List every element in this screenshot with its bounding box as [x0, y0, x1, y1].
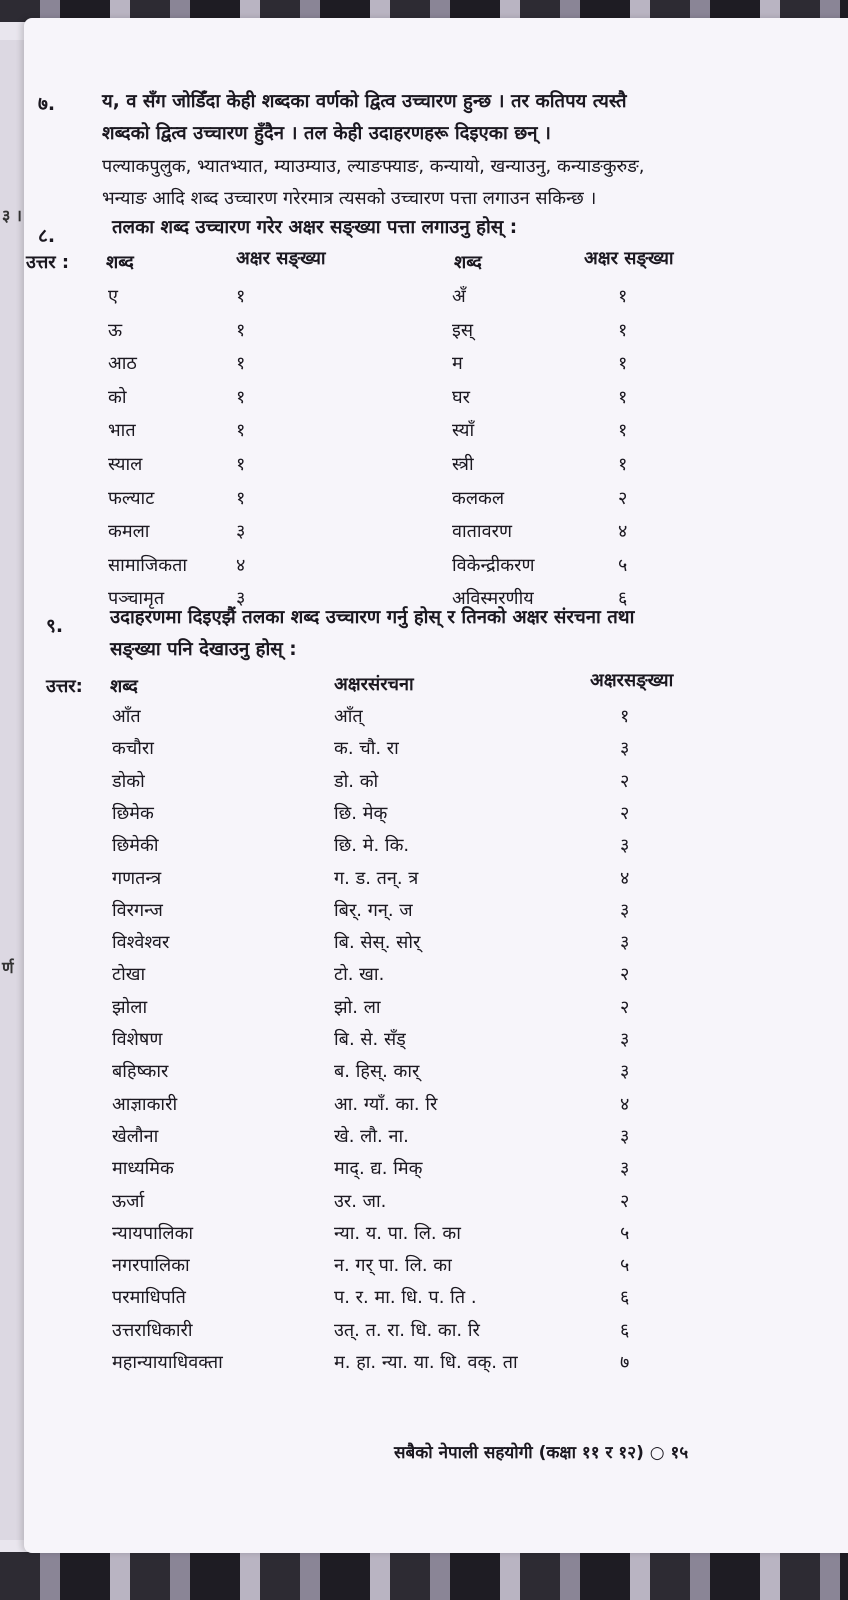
- table-cell: ४: [620, 1093, 630, 1115]
- table-cell: १: [236, 353, 246, 375]
- table-cell: झोला: [112, 996, 148, 1018]
- answer-label: उत्तर :: [26, 252, 70, 273]
- table-cell: सामाजिकता: [108, 554, 188, 576]
- table-header: शब्द: [454, 252, 482, 273]
- question-text: उदाहरणमा दिइएझैं तलका शब्द उच्चारण गर्नु होस् र तिनको अक्षर संरचना तथा: [110, 607, 635, 628]
- table-cell: परमाधिपति: [112, 1287, 186, 1309]
- table-cell: ५: [620, 1255, 630, 1277]
- question-text: सङ्ख्या पनि देखाउनु होस् :: [110, 639, 297, 660]
- table-cell: ग. ड. तन्. त्र: [334, 867, 419, 889]
- table-cell: नगरपालिका: [112, 1255, 190, 1277]
- table-cell: इस्: [452, 319, 474, 341]
- table-cell: १: [618, 420, 628, 442]
- table-cell: प. र. मा. धि. प. ति .: [334, 1287, 477, 1309]
- table-cell: विशेषण: [112, 1029, 163, 1050]
- table-cell: २: [620, 770, 630, 792]
- table-cell: ५: [618, 554, 628, 576]
- table-cell: टो. खा.: [334, 964, 385, 986]
- table-cell: ३: [620, 738, 630, 760]
- table-cell: ७: [620, 1352, 630, 1373]
- table-cell: डो. को: [334, 770, 379, 792]
- table-cell: ब. हिस्. कार्: [334, 1061, 420, 1083]
- adjacent-page-edge: [0, 40, 24, 1540]
- table-cell: उर. जा.: [334, 1190, 387, 1212]
- table-cell: ३: [620, 932, 630, 954]
- table-cell: विरगन्ज: [112, 899, 163, 921]
- table-cell: न. गर् पा. लि. का: [334, 1255, 452, 1277]
- table-header: शब्द: [106, 252, 134, 273]
- table-cell: भात: [108, 420, 136, 442]
- table-cell: स्याल: [108, 454, 143, 475]
- table-cell: माध्यमिक: [112, 1158, 174, 1180]
- table-cell: विश्वेश्वर: [112, 932, 170, 954]
- table-cell: १: [618, 386, 628, 408]
- question-number: ९.: [46, 615, 64, 637]
- table-cell: १: [236, 454, 246, 475]
- table-cell: स्याँ: [452, 420, 475, 442]
- table-cell: छि. मे. कि.: [334, 835, 410, 857]
- table-cell: उत्तराधिकारी: [112, 1319, 193, 1341]
- table-cell: वातावरण: [452, 521, 512, 543]
- table-cell: आठ: [108, 353, 137, 375]
- bottom-background-strip: [0, 1552, 848, 1600]
- table-cell: कलकल: [452, 487, 505, 509]
- table-cell: ऊर्जा: [112, 1190, 145, 1212]
- table-cell: घर: [452, 386, 470, 408]
- table-cell: उत्. त. रा. धि. का. रि: [334, 1319, 480, 1341]
- table-cell: १: [618, 454, 628, 475]
- table-cell: खे. लौ. ना.: [334, 1125, 409, 1147]
- question-number: ७.: [38, 93, 56, 115]
- table-cell: १: [618, 353, 628, 375]
- page-footer: सबैको नेपाली सहयोगी (कक्षा ११ र १२) ○ १५: [394, 1443, 689, 1463]
- table-cell: आँत्: [334, 706, 363, 727]
- table-cell: १: [236, 286, 246, 307]
- table-cell: ३: [236, 521, 246, 543]
- table-cell: ए: [108, 286, 118, 307]
- table-cell: न्या. य. पा. लि. का: [334, 1222, 461, 1244]
- table-cell: १: [236, 420, 246, 442]
- table-cell: झो. ला: [334, 996, 381, 1018]
- table-cell: ३: [620, 899, 630, 921]
- table-cell: स्त्री: [452, 454, 474, 475]
- table-cell: ५: [620, 1222, 630, 1244]
- table-cell: आज्ञाकारी: [112, 1093, 178, 1115]
- answer-label: उत्तर:: [46, 676, 83, 697]
- table-cell: २: [620, 964, 630, 986]
- question-number: ८.: [38, 225, 56, 247]
- table-cell: डोको: [112, 770, 145, 792]
- table-cell: कमला: [108, 521, 150, 543]
- table-cell: २: [620, 996, 630, 1018]
- table-cell: छि. मेक्: [334, 802, 388, 824]
- table-cell: २: [620, 1190, 630, 1212]
- table-header: अक्षर सङ्ख्या: [236, 248, 326, 269]
- table-cell: गणतन्त्र: [112, 867, 162, 889]
- table-cell: म. हा. न्या. या. धि. वक्. ता: [334, 1352, 518, 1373]
- question-text: तलका शब्द उच्चारण गरेर अक्षर सङ्ख्या पत्ता लगाउनु होस् :: [112, 217, 518, 238]
- book-page: [24, 18, 848, 1553]
- table-cell: १: [618, 286, 628, 307]
- table-cell: ३: [620, 1061, 630, 1083]
- table-cell: १: [236, 319, 246, 341]
- table-cell: माद्. द्य. मिक्: [334, 1158, 423, 1180]
- table-header: शब्द: [110, 676, 138, 697]
- table-cell: फल्याट: [108, 487, 155, 509]
- table-cell: पञ्चामृत: [108, 588, 165, 610]
- table-cell: छिमेक: [112, 802, 154, 824]
- table-cell: बिर्. गन्. ज: [334, 899, 413, 921]
- table-cell: ४: [236, 554, 246, 576]
- table-cell: बि. सेस्. सोर्: [334, 932, 421, 954]
- table-cell: ३: [620, 1158, 630, 1180]
- table-cell: ६: [620, 1319, 630, 1341]
- table-header: अक्षरसङ्ख्या: [590, 670, 674, 691]
- margin-text-top: ३ ।: [2, 206, 22, 225]
- table-cell: अँ: [452, 286, 466, 307]
- table-cell: ६: [618, 588, 628, 610]
- table-cell: १: [618, 319, 628, 341]
- table-cell: महान्यायाधिवक्ता: [112, 1352, 223, 1373]
- table-cell: न्यायपालिका: [112, 1222, 194, 1244]
- question-text: य, व सँग जोडिँदा केही शब्दका वर्णको द्वित्व उच्चारण हुन्छ । तर कतिपय त्यस्तै: [102, 91, 627, 112]
- table-cell: ३: [236, 588, 246, 610]
- table-cell: १: [620, 706, 630, 727]
- table-cell: टोखा: [112, 964, 146, 986]
- table-cell: ३: [620, 1029, 630, 1050]
- table-cell: विकेन्द्रीकरण: [452, 554, 535, 576]
- paragraph-line: भन्याङ आदि शब्द उच्चारण गरेरमात्र त्यसको उच्चारण पत्ता लगाउन सकिन्छ ।: [102, 188, 597, 209]
- table-cell: १: [236, 487, 246, 509]
- table-cell: २: [620, 802, 630, 824]
- table-cell: ४: [618, 521, 628, 543]
- table-cell: कचौरा: [112, 738, 154, 760]
- table-cell: २: [618, 487, 628, 509]
- table-cell: अविस्मरणीय: [452, 588, 534, 610]
- question-text: शब्दको द्वित्व उच्चारण हुँदैन । तल केही उदाहरणहरू दिइएका छन् ।: [102, 123, 551, 144]
- table-cell: खेलौना: [112, 1125, 159, 1147]
- table-cell: बि. से. सँड्: [334, 1029, 406, 1050]
- table-cell: बहिष्कार: [112, 1061, 169, 1083]
- table-cell: छिमेकी: [112, 835, 159, 857]
- table-cell: क. चौ. रा: [334, 738, 399, 760]
- table-cell: म: [452, 353, 463, 375]
- table-cell: ३: [620, 1125, 630, 1147]
- table-cell: आ. ग्याँ. का. रि: [334, 1093, 438, 1115]
- table-cell: १: [236, 386, 246, 408]
- table-cell: ऊ: [108, 319, 123, 341]
- paragraph-line: पल्याकपुलुक, भ्यातभ्यात, म्याउम्याउ, ल्याङफ्याङ, कन्यायो, खन्याउनु, कन्याङकुरुङ,: [102, 156, 645, 177]
- table-cell: आँत: [112, 706, 141, 727]
- table-cell: ६: [620, 1287, 630, 1309]
- table-cell: ३: [620, 835, 630, 857]
- table-cell: को: [108, 386, 127, 408]
- table-header: अक्षरसंरचना: [334, 674, 414, 695]
- table-header: अक्षर सङ्ख्या: [584, 248, 674, 269]
- margin-text-middle: र्ण: [2, 958, 14, 977]
- table-cell: ४: [620, 867, 630, 889]
